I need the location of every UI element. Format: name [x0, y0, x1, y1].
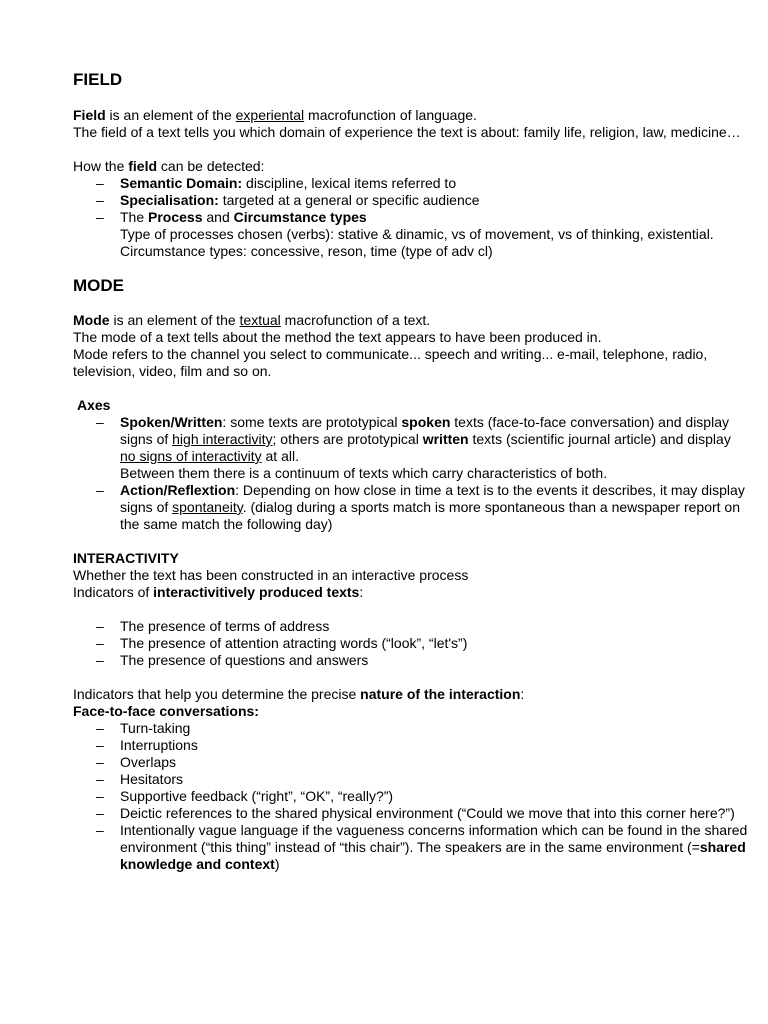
list-item: – The presence of attention atracting words (“look”, “let's”) — [96, 635, 468, 651]
mode-heading: MODE — [73, 276, 124, 295]
f2f-list — [73, 720, 748, 873]
list-item: – Action/Reflextion: Depending on how close in time a text is to the events it describes, it may display signs of spontaneity. (dialog during a sports match is more spontaneous than a newspaper report on the same match the following day) — [96, 482, 745, 532]
list-item: – The Process and Circumstance types Type of processes chosen (verbs): stative & dinamic, vs of movement, vs of thinking, existential. Circumstance types: concessive, reson, time (type of adv cl) — [96, 209, 714, 259]
list-item: – The presence of questions and answers — [96, 652, 369, 668]
list-item: – Specialisation: targeted at a general or specific audience — [96, 192, 480, 208]
nature-intro: Indicators that help you determine the precise nature of the interaction: — [73, 686, 525, 702]
list-item: – The presence of terms of address — [96, 618, 330, 634]
field-how-detected: How the field can be detected: — [73, 158, 265, 174]
mode-description: The mode of a text tells about the method the text appears to have been produced in. — [73, 329, 602, 345]
list-item: – Interruptions — [96, 737, 198, 753]
list-item: – Spoken/Written: some texts are prototypical spoken texts (face-to-face conversation) and display signs of high interactivity; others are prototypical written texts (scientific journal article) and display no signs of interactivity at all. Between them there is a continuum of texts which carry characteristics of both. — [96, 414, 731, 481]
mode-channel: Mode refers to the channel you select to communicate... speech and writing... e-mail, telephone, radio, television, video, film and so on. — [73, 346, 708, 379]
list-item: – Hesitators — [96, 771, 184, 787]
mode-definition: Mode is an element of the textual macrofunction of a text. — [73, 312, 431, 328]
interactivity-definition: Whether the text has been constructed in an interactive process — [73, 567, 469, 583]
field-heading: FIELD — [73, 70, 123, 89]
list-item: – Supportive feedback (“right”, “OK”, “really?”) — [96, 788, 394, 804]
list-item: – Intentionally vague language if the vagueness concerns information which can be found in the shared environment (“this thing” instead of “this chair”). The speakers are in the same environment (=shared knowledge and context) — [96, 822, 748, 872]
interactivity-heading: INTERACTIVITY — [73, 550, 179, 566]
list-item: – Overlaps — [96, 754, 177, 770]
list-item: – Deictic references to the shared physical environment (“Could we move that into this corner here?”) — [96, 805, 735, 821]
field-definition: Field is an element of the experiental macrofunction of language. — [73, 107, 477, 123]
list-item: – Semantic Domain: discipline, lexical items referred to — [96, 175, 457, 191]
f2f-heading: Face-to-face conversations: — [73, 703, 259, 719]
list-item: – Turn-taking — [96, 720, 191, 736]
axes-list — [73, 414, 748, 533]
field-criteria-list — [73, 175, 748, 260]
axes-heading: Axes — [77, 397, 111, 413]
interactivity-indicators-list — [73, 618, 748, 669]
interactivity-indicators-intro: Indicators of interactivitively produced texts: — [73, 584, 364, 600]
field-description: The field of a text tells you which domain of experience the text is about: family life, religion, law, medicine… — [73, 124, 741, 140]
